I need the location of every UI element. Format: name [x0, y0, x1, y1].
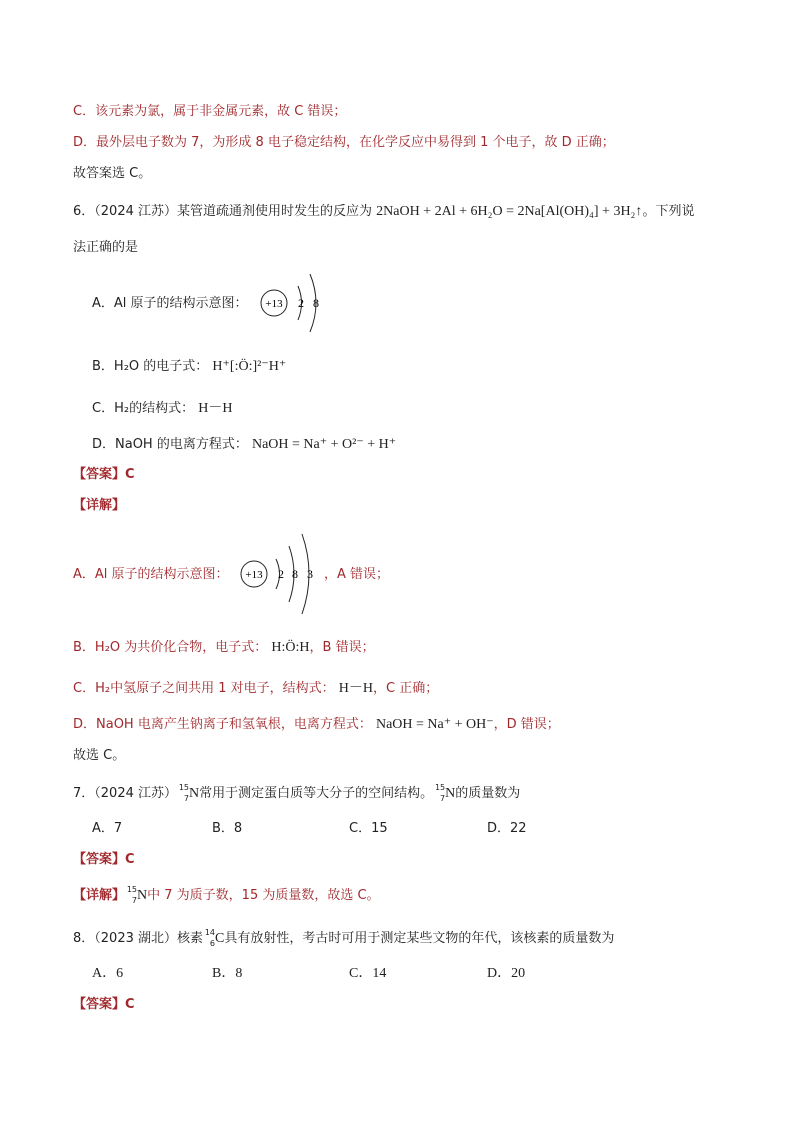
q7-mass-number: 15 — [178, 783, 189, 792]
q7-option-a: A．7 — [92, 821, 123, 836]
q6-option-c-formula: H－H — [198, 401, 233, 416]
q6-exp-c — [73, 680, 438, 698]
q8-answer: 【答案】C — [73, 997, 135, 1012]
q7-isotope-numbers — [177, 785, 189, 803]
q7-isotope-symbol: N — [189, 786, 200, 801]
q7-atomic-number: 7 — [183, 794, 189, 803]
q8-option-a: A．6 — [92, 966, 124, 981]
q6-option-d-label: D．NaOH 的电离方程式： — [92, 437, 248, 452]
q6-option-c-label: C．H₂的结构式： — [92, 401, 195, 416]
q6-exp-d-formula: NaOH = Na⁺ + OH⁻ — [375, 717, 494, 732]
q7-answer: 【答案】C — [73, 852, 135, 867]
q6-option-b-formula: H⁺[:Ö:]²⁻H⁺ — [212, 359, 287, 374]
q7-detail-mass-number: 15 — [126, 885, 138, 894]
q8-isotope-numbers — [203, 930, 215, 948]
q7-stem-suffix: 的质量数为 — [455, 786, 521, 801]
q5-conclusion: 故答案选 C。 — [73, 166, 152, 181]
q6-exp-a-label: A．Al 原子的结构示意图： — [73, 567, 229, 582]
q8-mass-number: 14 — [204, 928, 215, 937]
shell-electrons-1: 2 — [278, 567, 284, 581]
q6-exp-b — [73, 639, 375, 657]
q8-stem-text: 具有放射性，考古时可用于测定某些文物的年代，该核素的质量数为 — [224, 931, 615, 946]
q7-atomic-number-2: 7 — [440, 794, 446, 803]
q6-option-d — [92, 436, 396, 454]
q8-option-c: C．14 — [349, 966, 387, 981]
q6-exp-d-tail: ，D 错误； — [493, 717, 560, 732]
q7-option-b: B．8 — [212, 821, 243, 836]
shell-electrons-1: 2 — [298, 296, 304, 310]
q6-stem-line2: 法正确的是 — [73, 240, 139, 255]
q7-mass-number-2: 15 — [434, 783, 446, 792]
shell-electrons-2: 8 — [313, 296, 319, 310]
q6-exp-c-label: C．H₂中氢原子之间共用 1 对电子，结构式： — [73, 681, 335, 696]
q6-exp-b-label: B．H₂O 为共价化合物，电子式： — [73, 640, 268, 655]
q6-exp-a-tail: ，A 错误； — [324, 567, 390, 582]
q8-option-b: B．8 — [212, 966, 243, 981]
q7-detail — [73, 887, 380, 905]
q6-stem — [73, 203, 694, 221]
q6-option-b-label: B．H₂O 的电子式： — [92, 359, 209, 374]
q7-option-c: C．15 — [349, 821, 388, 836]
q6-option-d-formula: NaOH = Na⁺ + O²⁻ + H⁺ — [251, 437, 397, 452]
q6-answer: 【答案】C — [73, 467, 135, 482]
q6-conclusion: 故选 C。 — [73, 748, 126, 763]
q6-option-b — [92, 358, 286, 376]
q5-option-c-explanation: C．该元素为氯，属于非金属元素，故 C 错误； — [73, 104, 347, 119]
q8-option-d: D．20 — [487, 966, 526, 981]
q6-exp-c-formula: H－H — [338, 681, 373, 696]
q6-equation: 2NaOH + 2Al + 6H₂O = 2Na[Al(OH)₄] + 3H₂↑ — [376, 204, 643, 219]
q7-option-d: D．22 — [487, 821, 527, 836]
q8-stem-prefix: 8．（2023 湖北）核素 — [73, 931, 203, 946]
nucleus-charge: +13 — [265, 298, 283, 310]
q6-detail-header: 【详解】 — [73, 498, 126, 513]
shell-electrons-3: 3 — [307, 567, 313, 581]
nucleus-charge: +13 — [245, 569, 263, 581]
q6-stem-prefix: 6．（2024 江苏）某管道疏通剂使用时发生的反应为 — [73, 204, 372, 219]
q6-exp-al-structure-diagram — [238, 532, 324, 616]
q6-option-c — [92, 400, 232, 418]
q7-detail-atomic-number: 7 — [131, 896, 138, 905]
q6-exp-d — [73, 716, 560, 734]
q6-option-a-label: A．Al 原子的结构示意图： — [92, 296, 248, 311]
q6-exp-b-tail: ，B 错误； — [309, 640, 375, 655]
q7-detail-label: 【详解】 — [73, 888, 126, 903]
q6-stem-suffix: 。下列说 — [642, 204, 695, 219]
q7-stem — [73, 785, 520, 803]
q8-stem — [73, 930, 614, 948]
q5-option-d-explanation: D．最外层电子数为 7，为形成 8 电子稳定结构，在化学反应中易得到 1 个电子，故 D 正确； — [73, 135, 615, 150]
q7-isotope-numbers-2 — [433, 785, 445, 803]
q8-atomic-number: 6 — [209, 939, 215, 948]
shell-electrons-2: 8 — [292, 567, 298, 581]
q6-al-structure-diagram — [258, 270, 330, 336]
q6-exp-b-formula: H:Ö:H — [271, 640, 310, 655]
q7-detail-isotope-symbol: N — [137, 888, 148, 903]
q6-exp-c-tail: ，C 正确； — [372, 681, 439, 696]
q8-isotope-symbol: C — [215, 931, 225, 946]
q6-exp-d-label: D．NaOH 电离产生钠离子和氢氧根，电离方程式： — [73, 717, 372, 732]
q7-stem-prefix: 7．（2024 江苏） — [73, 786, 177, 801]
q7-detail-text: 中 7 为质子数，15 为质量数，故选 C。 — [147, 888, 380, 903]
q7-isotope-symbol-2: N — [445, 786, 456, 801]
q7-detail-isotope-numbers — [125, 887, 137, 905]
q7-stem-mid: 常用于测定蛋白质等大分子的空间结构。 — [199, 786, 434, 801]
